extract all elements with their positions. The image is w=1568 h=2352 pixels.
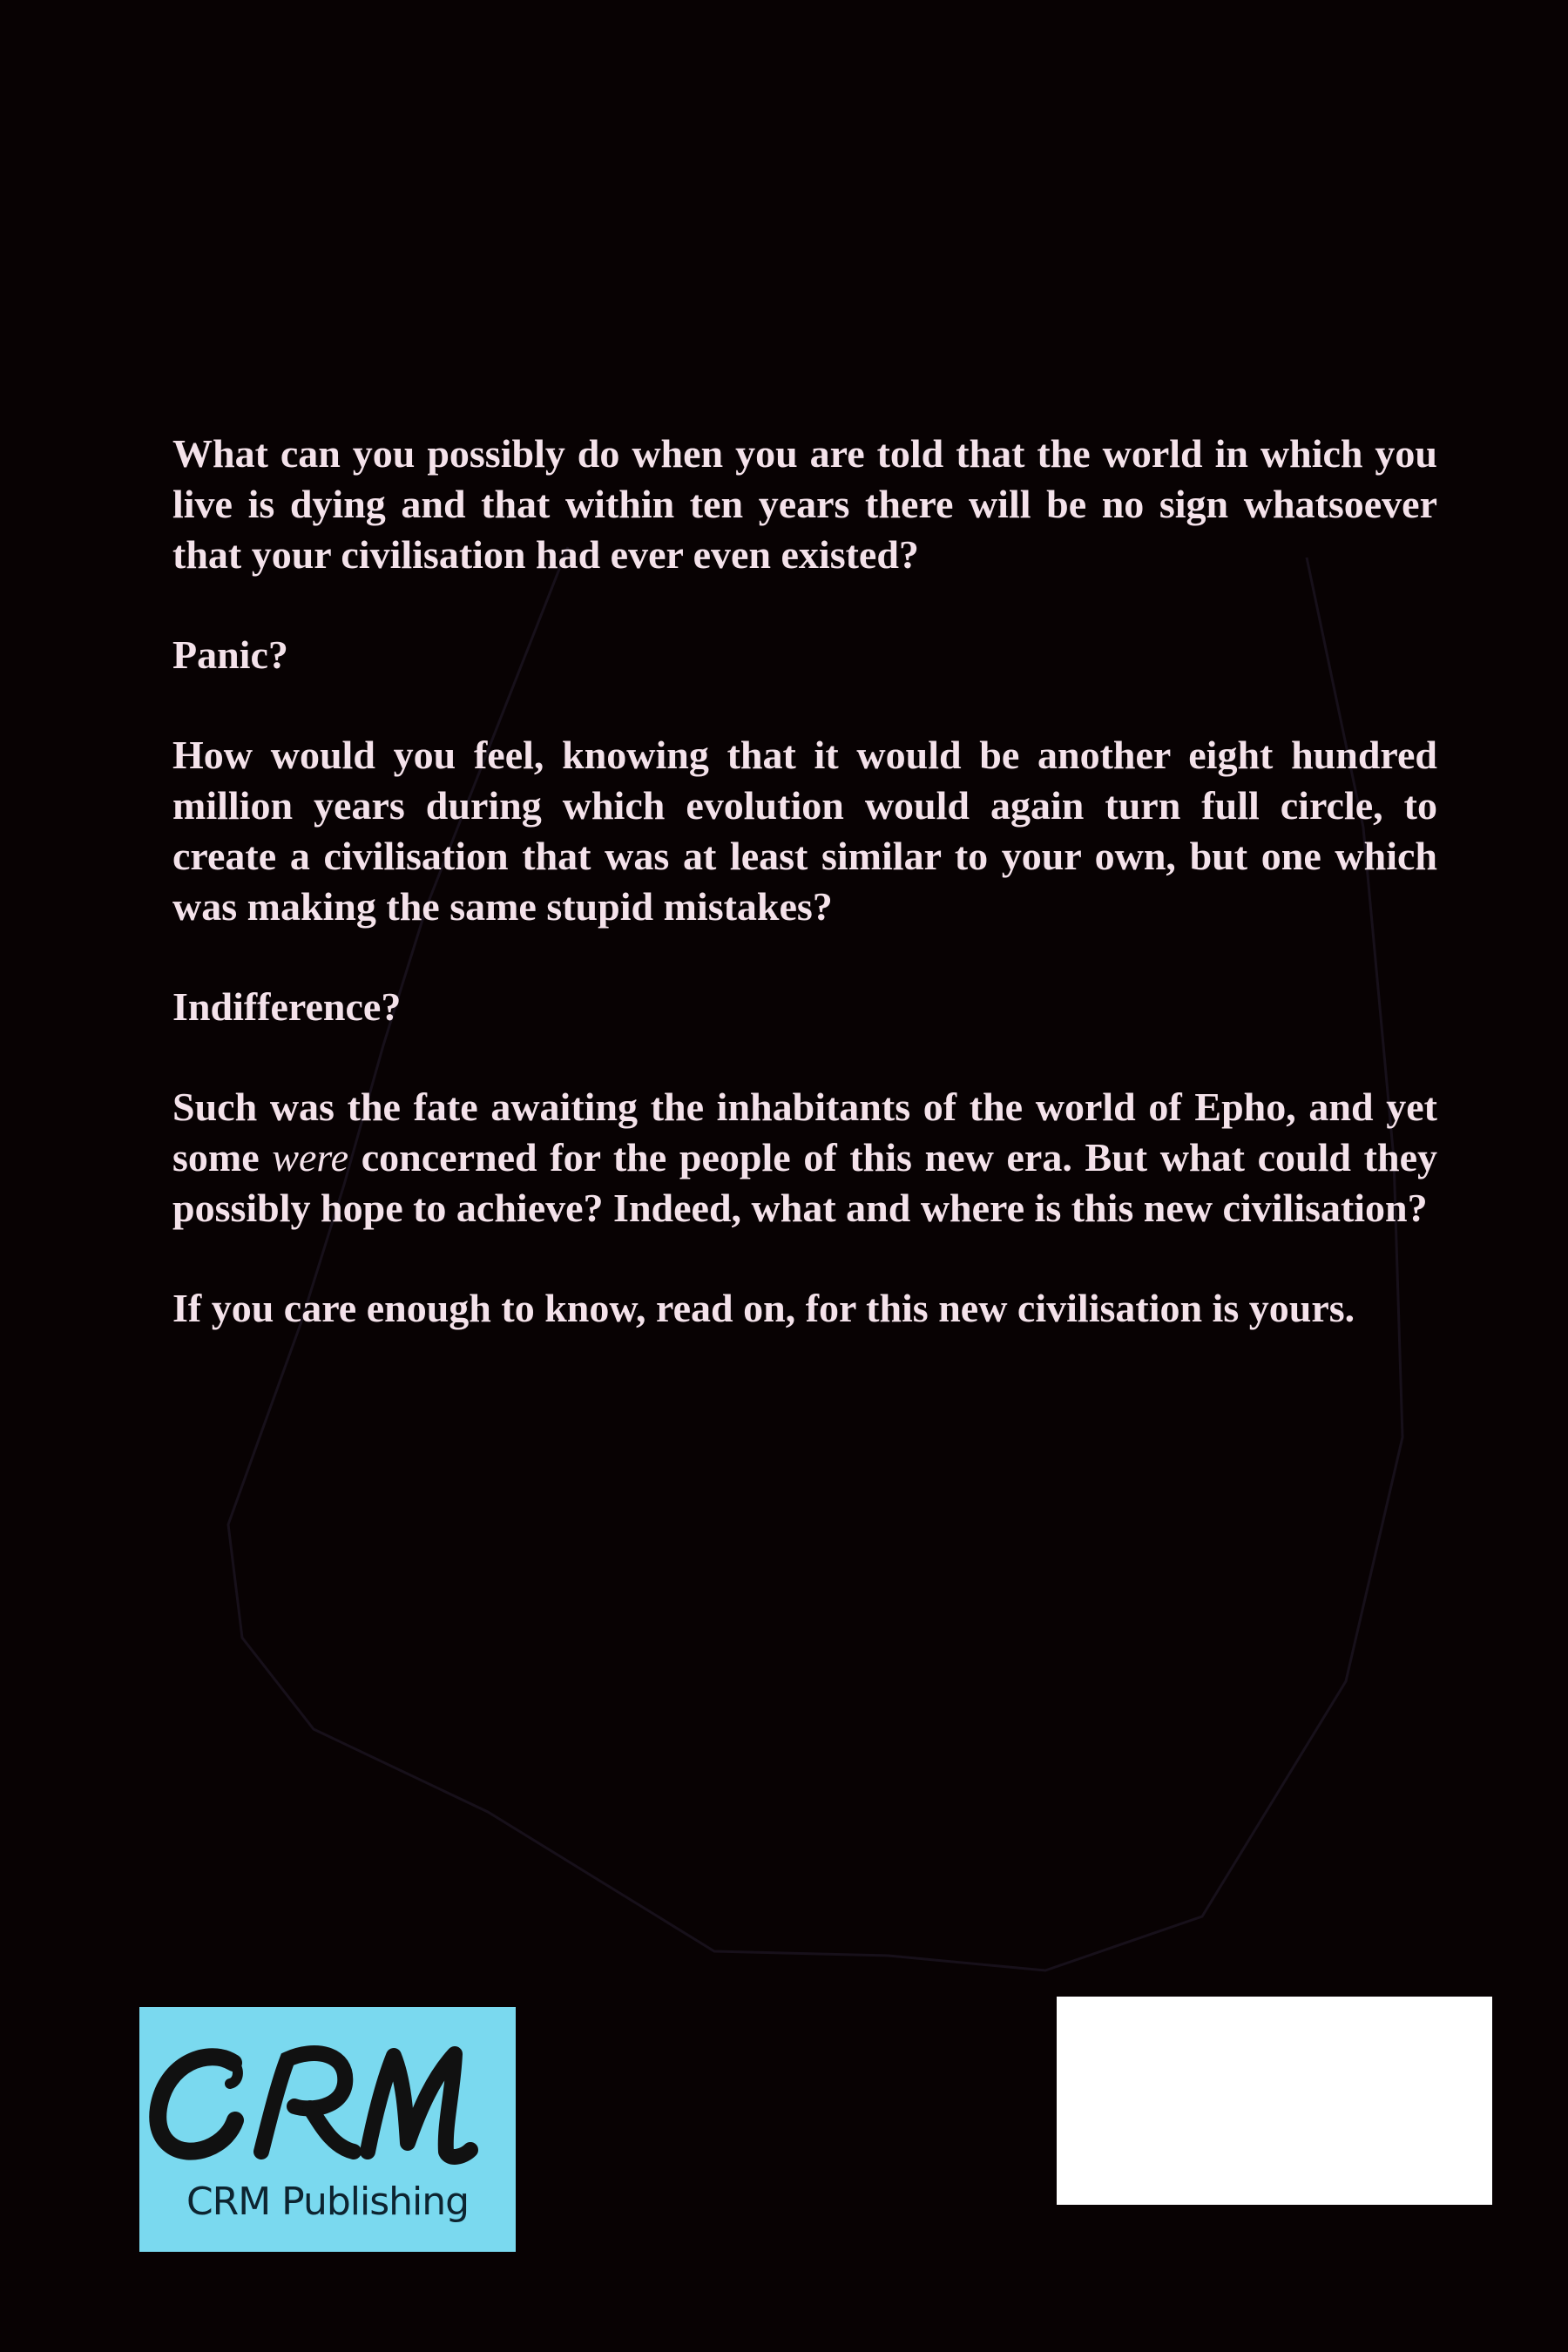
crm-monogram-icon [139, 2021, 516, 2178]
publisher-name: CRM Publishing [186, 2180, 470, 2224]
publisher-logo [139, 2007, 516, 2252]
blurb-paragraph: How would you feel, knowing that it would be another eight hundred million years during which evolution would again turn full circle, to create a civilisation that was at least similar to your own, but one which was making the same stupid mistakes? [172, 733, 1437, 929]
blurb-paragraph: If you care enough to know, read on, for this new civilisation is yours. [172, 1286, 1355, 1330]
blurb-emphasis: were [272, 1135, 349, 1179]
blurb-text: Such was the fate awaiting the inhabitants of the world of Epho, and yet some [172, 1085, 1437, 1179]
back-cover-blurb [172, 429, 1437, 1383]
blurb-text: concerned for the people of this new era. But what could they possibly hope to achieve? Indeed, what and where is this new civilisation? [172, 1135, 1437, 1230]
blurb-paragraph: What can you possibly do when you are told that the world in which you live is dying and that within ten years there will be no sign whatsoever that your civilisation had ever even existed? [172, 431, 1437, 577]
blurb-paragraph: Panic? [172, 632, 288, 677]
blurb-paragraph: Indifference? [172, 984, 402, 1029]
blurb-paragraph [172, 1082, 1437, 1233]
barcode-area [1057, 1997, 1492, 2205]
